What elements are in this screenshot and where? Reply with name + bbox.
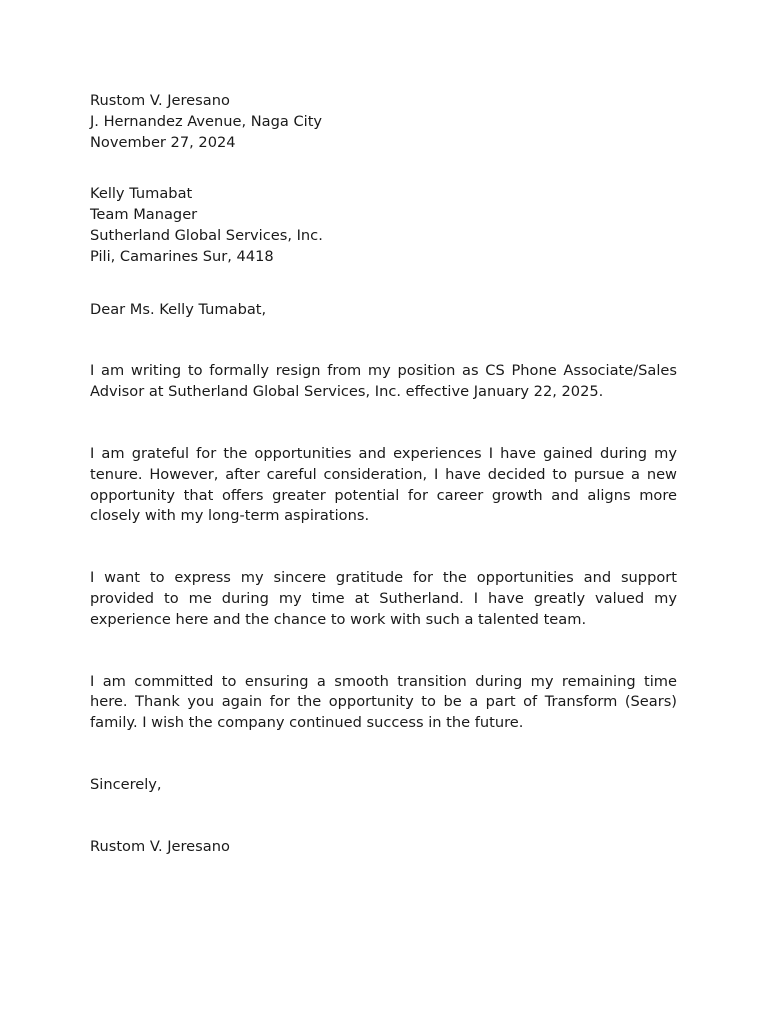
recipient-name: Kelly Tumabat — [90, 185, 193, 203]
signature-name: Rustom V. Jeresano — [90, 837, 230, 855]
body-paragraph-4: I am committed to ensuring a smooth transition during my remaining time here. Thank you again for the opportunity to be a part of Transform (Sears) family. I wish the company continued success in the future. — [90, 672, 677, 732]
recipient-title: Team Manager — [90, 206, 198, 224]
salutation: Dear Ms. Kelly Tumabat, — [90, 300, 267, 318]
letter-page — [90, 91, 677, 858]
sender-name: Rustom V. Jeresano — [90, 92, 230, 109]
recipient-address: Pili, Camarines Sur, 4418 — [90, 247, 274, 265]
body-paragraph-3: I want to express my sincere gratitude for the opportunities and support provided to me during my time at Sutherland. I have greatly valued my experience here and the chance to work with such a talented team. — [90, 569, 677, 628]
recipient-company: Sutherland Global Services, Inc. — [90, 226, 323, 244]
body-paragraph-1: I am writing to formally resign from my position as CS Phone Associate/Sales Advisor at Sutherland Global Services, Inc. effective January 22, 2025. — [90, 362, 677, 401]
body-paragraph-2: I am grateful for the opportunities and experiences I have gained during my tenure. However, after careful consideration, I have decided to pursue a new opportunity that offers greater potential for career growth and aligns more closely with my long-term aspirations. — [90, 444, 677, 525]
sender-address: J. Hernandez Avenue, Naga City — [90, 112, 323, 130]
recipient-block — [90, 184, 677, 267]
letter-date: November 27, 2024 — [90, 133, 236, 151]
sender-block — [90, 91, 677, 153]
closing: Sincerely, — [90, 775, 162, 793]
